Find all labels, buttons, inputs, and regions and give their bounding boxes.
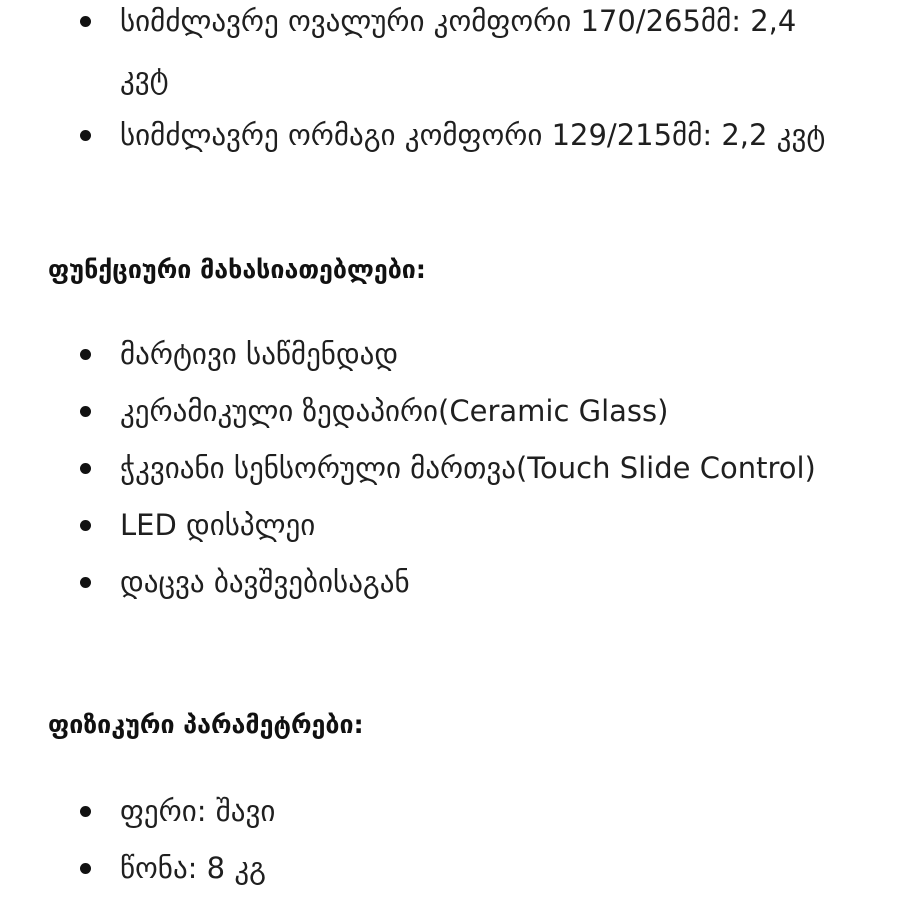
list-item-text: მარტივი საწმენდად [120,337,399,371]
list-item-text: კერამიკული ზედაპირი(Ceramic Glass) [120,394,669,428]
bullet-icon [80,577,91,588]
list-item [0,0,900,107]
section-heading-functional: ფუნქციური მახასიათებლები: [48,255,426,284]
list-item-text: LED დისპლეი [120,508,316,542]
list-item [0,383,900,440]
physical-list [0,783,900,897]
list-item-text: ფერი: შავი [120,794,276,828]
list-item [0,497,900,554]
list-item [0,107,900,164]
list-item-text: სიმძლავრე ოვალური კომფორი 170/265მმ: 2,4 კვტ [120,4,797,95]
list-item-text: სიმძლავრე ორმაგი კომფორი 129/215მმ: 2,2 კვტ [120,118,826,152]
list-item [0,840,900,897]
physical-list-block [0,783,900,897]
section-heading-physical: ფიზიკური პარამეტრები: [48,710,364,739]
bullet-icon [80,16,91,27]
bullet-icon [80,349,91,360]
list-item [0,440,900,497]
bullet-icon [80,520,91,531]
bullet-icon [80,463,91,474]
bullet-icon [80,406,91,417]
list-item-text: წონა: 8 კგ [120,851,266,885]
power-spec-list-block [0,0,900,164]
functional-list [0,326,900,611]
list-item-text: ჭკვიანი სენსორული მართვა(Touch Slide Control) [120,451,816,485]
power-spec-list [0,0,900,164]
list-item-text: დაცვა ბავშვებისაგან [120,565,410,599]
bullet-icon [80,130,91,141]
functional-list-block [0,326,900,611]
bullet-icon [80,806,91,817]
list-item [0,783,900,840]
list-item [0,326,900,383]
list-item [0,554,900,611]
bullet-icon [80,863,91,874]
